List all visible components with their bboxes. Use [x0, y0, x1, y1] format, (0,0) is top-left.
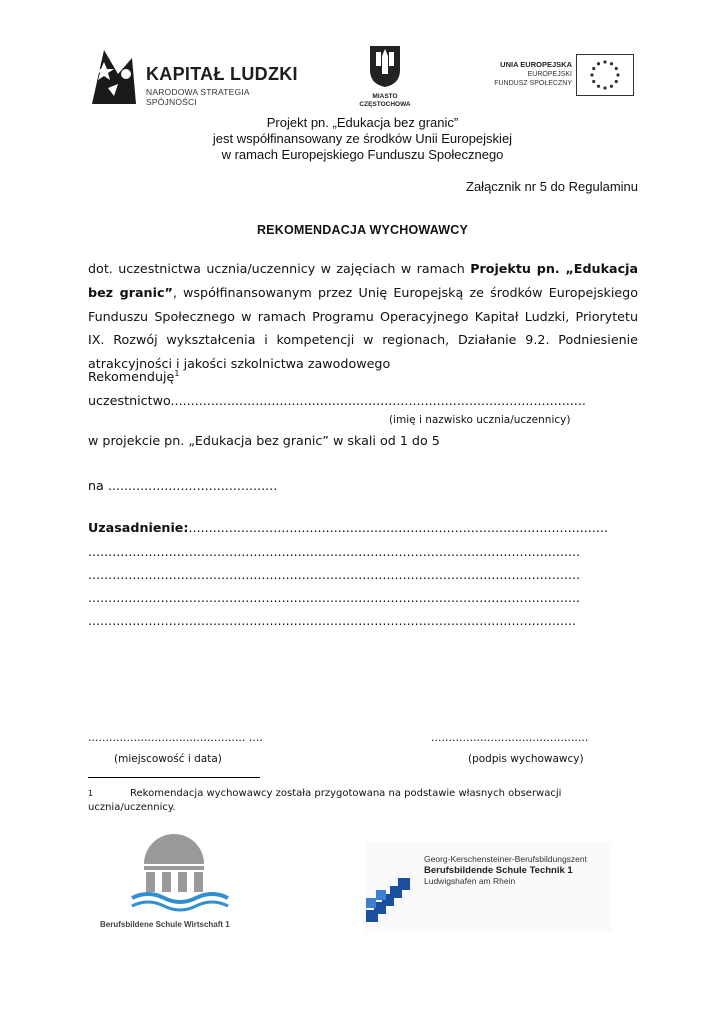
eu-star: [597, 62, 600, 65]
bbsw-label: Berufsbildene Schule Wirtschaft 1: [100, 920, 230, 929]
bbs-technik-stairs-icon: [366, 850, 416, 930]
project-line-2: jest współfinansowany ze środków Unii Europejskiej: [212, 131, 513, 146]
eu-logo: [488, 52, 636, 100]
gks-school: Berufsbildende Schule Technik 1: [424, 865, 573, 876]
eu-title: UNIA EUROPEJSKA: [500, 60, 572, 69]
footnote-ref: 1: [174, 369, 180, 378]
bbsw-logo: [88, 832, 268, 936]
footnote-text: Rekomendacja wychowawcy została przygotowana na podstawie własnych obserwacji ucznia/uczennicy.: [88, 788, 562, 813]
eu-fund-line1: EUROPEJSKI: [527, 71, 572, 78]
eu-flag-icon: [576, 54, 634, 96]
footnote-number: 1: [88, 789, 94, 798]
eu-star: [603, 86, 606, 89]
annex-label: Załącznik nr 5 do Regulaminu: [466, 179, 638, 194]
justification-line-4[interactable]: .........................................................................................................................: [88, 613, 576, 628]
kapital-ludzki-subtitle: NARODOWA STRATEGIA SPÓJNOŚCI: [146, 87, 250, 107]
document-title: REKOMENDACJA WYCHOWAWCY: [256, 223, 469, 237]
eu-star: [603, 60, 606, 63]
intro-text-1: dot. uczestnictwa ucznia/uczennicy w zajęciach w ramach: [88, 261, 471, 276]
justification-field[interactable]: [88, 520, 608, 535]
kapital-ludzki-emblem-icon: [88, 44, 140, 106]
participant-hint: (imię i nazwisko ucznia/uczennicy): [389, 414, 571, 426]
eu-star: [615, 80, 618, 83]
signature-field[interactable]: .............................................: [431, 731, 589, 744]
recommend-label: Rekomenduję: [88, 369, 175, 385]
intro-project-name: Projektu pn. „Edukacja bez granic”: [88, 261, 639, 300]
participant-field[interactable]: uczestnictwo.......................................................................................................: [88, 393, 586, 408]
justification-label: Uzasadnienie:: [88, 520, 189, 535]
kapital-ludzki-logo: [88, 44, 298, 106]
city-name-line1: MIASTO: [372, 93, 398, 100]
justification-line-3[interactable]: ..........................................................................................................................: [88, 590, 581, 605]
eu-star: [590, 73, 593, 76]
intro-paragraph: [88, 257, 638, 376]
project-line-1: Projekt pn. „Edukacja bez granic”: [266, 115, 459, 130]
footnote-divider: [88, 777, 260, 778]
place-date-field[interactable]: ............................................. ....: [88, 731, 263, 744]
recommend-line: [88, 369, 179, 384]
eu-fund-line2: FUNDUSZ SPOŁECZNY: [494, 80, 572, 87]
rating-field[interactable]: na ..........................................: [88, 478, 278, 493]
city-name-line2: CZĘSTOCHOWA: [359, 101, 411, 108]
project-line-3: w ramach Europejskiego Funduszu Społecznego: [221, 147, 504, 162]
czestochowa-logo: [355, 44, 415, 110]
eu-star: [592, 80, 595, 83]
bbs-technik-logo: [366, 842, 611, 932]
gks-name: Georg-Kerschensteiner-Berufsbildungszent: [424, 854, 588, 864]
footnote: [88, 787, 608, 815]
kapital-ludzki-title: KAPITAŁ LUDZKI: [146, 64, 298, 84]
scale-line: w projekcie pn. „Edukacja bez granic” w skali od 1 do 5: [88, 433, 440, 448]
eu-star: [616, 73, 619, 76]
place-date-hint: (miejscowość i data): [114, 753, 222, 765]
justification-dots: ........................................................................................................: [188, 520, 608, 535]
partner-logos: [88, 832, 622, 936]
eu-star: [597, 85, 600, 88]
signature-hint: (podpis wychowawcy): [468, 753, 584, 765]
eu-star: [610, 62, 613, 65]
bbsw-building-icon: [118, 832, 238, 916]
justification-line-2[interactable]: ..........................................................................................................................: [88, 567, 581, 582]
intro-text-2: , współfinansowanym przez Unię Europejską ze środków Europejskiego Funduszu Społecznego w ramach Programu Operacyjnego Kapitał Ludzki, Priorytetu IX. Rozwój wykształcenia i kompetencji w regionach, Działanie 9.2. Podniesienie atrakcyjności i jakości szkolnictwa zawodowego: [88, 284, 638, 372]
gks-city: Ludwigshafen am Rhein: [424, 876, 516, 886]
eu-star: [592, 67, 595, 70]
eu-star: [610, 85, 613, 88]
city-coat-of-arms-icon: [368, 44, 402, 88]
eu-star: [615, 67, 618, 70]
justification-line-1[interactable]: ..........................................................................................................................: [88, 544, 581, 559]
